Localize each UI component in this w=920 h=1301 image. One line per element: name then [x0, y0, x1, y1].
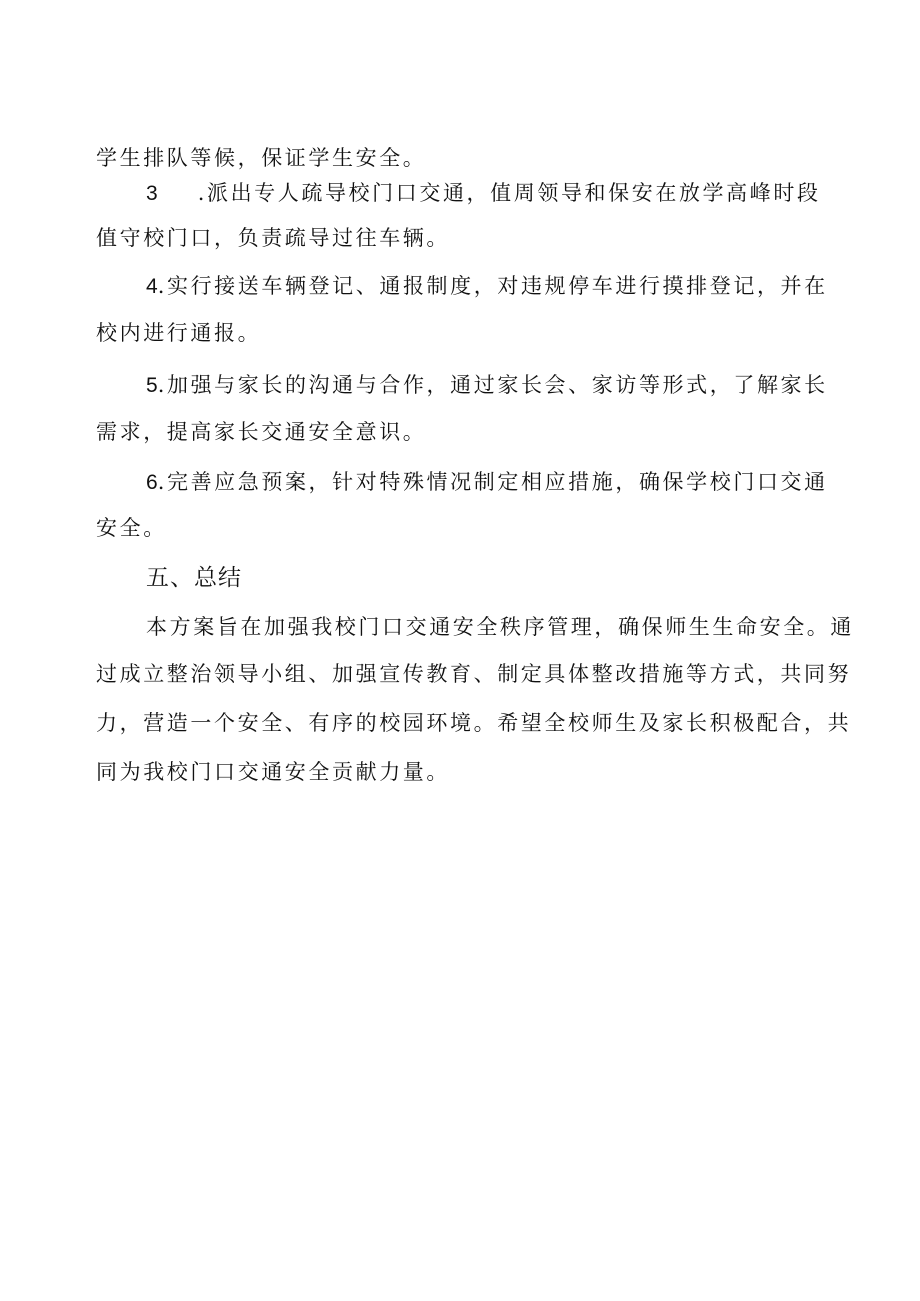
- paragraph-continuation: 学生排队等候，保证学生安全。: [96, 146, 427, 170]
- list-item-5-line-1: [146, 370, 828, 401]
- list-number-3: 3: [146, 182, 158, 205]
- list-item-5-text: .加强与家长的沟通与合作，通过家长会、家访等形式，了解家长: [157, 373, 828, 397]
- list-item-3-line-1: [146, 178, 821, 209]
- list-item-3-text: .派出专人疏导校门口交通，值周领导和保安在放学高峰时段: [197, 181, 821, 205]
- list-item-6-line-1: [146, 467, 828, 498]
- list-item-4-line-1: [146, 271, 828, 302]
- summary-line-2: 过成立整治领导小组、加强宣传教育、制定具体整改措施等方式，共同努: [96, 662, 852, 686]
- list-item-3-line-2: 值守校门口，负责疏导过往车辆。: [96, 226, 450, 250]
- section-heading: 五、总结: [146, 564, 242, 590]
- list-number-5: 5: [146, 374, 158, 397]
- list-item-5-line-2: 需求，提高家长交通安全意识。: [96, 420, 427, 444]
- list-number-6: 6: [146, 471, 158, 494]
- summary-line-4: 同为我校门口交通安全贡献力量。: [96, 760, 450, 784]
- list-item-6-text: .完善应急预案，针对特殊情况制定相应措施，确保学校门口交通: [157, 470, 828, 494]
- list-item-4-text: .实行接送车辆登记、通报制度，对违规停车进行摸排登记，并在: [157, 274, 828, 298]
- summary-line-3: 力，营造一个安全、有序的校园环境。希望全校师生及家长积极配合，共: [96, 711, 852, 735]
- list-item-4-line-2: 校内进行通报。: [96, 321, 262, 345]
- list-number-4: 4: [146, 275, 158, 298]
- list-item-6-line-2: 安全。: [96, 516, 167, 540]
- summary-line-1: 本方案旨在加强我校门口交通安全秩序管理，确保师生生命安全。通: [146, 615, 854, 639]
